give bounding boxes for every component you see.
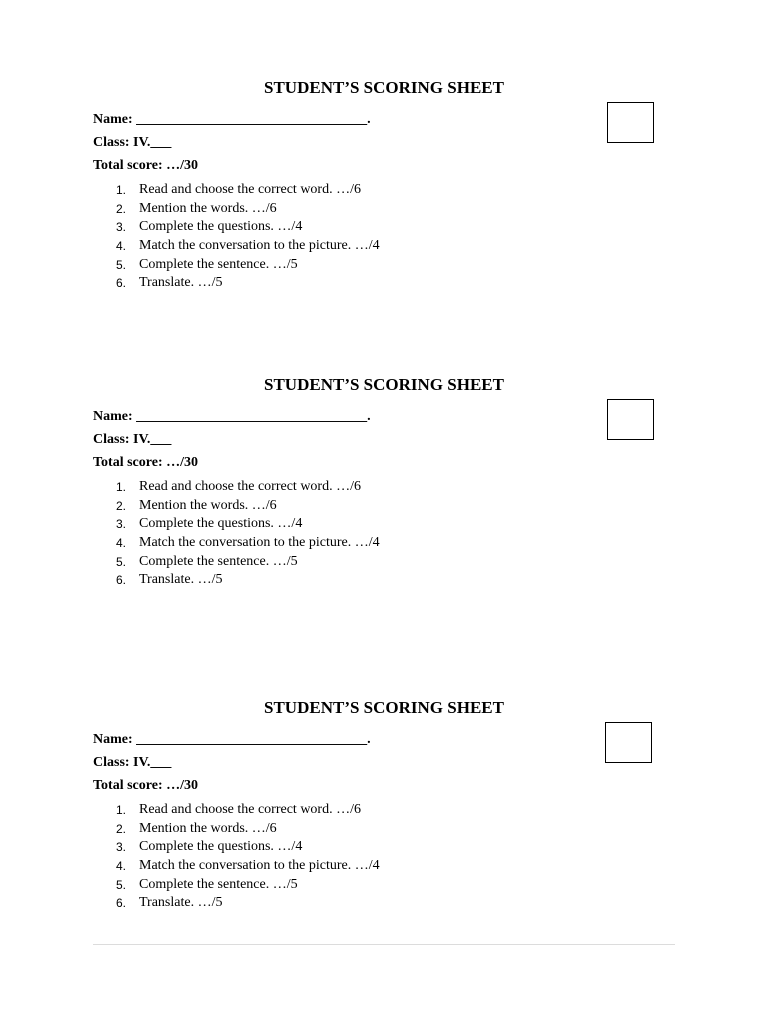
item-number: 4.	[116, 859, 127, 874]
item-number: 6.	[116, 276, 127, 291]
item-text: Read and choose the correct word. …/6	[139, 802, 361, 817]
total-score: Total score: …/30	[93, 455, 198, 470]
item-text: Complete the questions. …/4	[139, 839, 303, 855]
item-number: 1.	[116, 480, 127, 494]
item-number: 3.	[116, 220, 127, 235]
item-number: 5.	[116, 554, 127, 569]
name-field: Name: _________________________________.	[93, 112, 371, 127]
score-box	[607, 399, 654, 440]
item-text: Match the conversation to the picture. …/4	[139, 238, 380, 254]
item-number: 1.	[116, 183, 127, 197]
total-score: Total score: …/30	[93, 158, 198, 173]
item-text: Mention the words. …/6	[139, 820, 277, 836]
item-number: 5.	[116, 877, 127, 892]
item-text: Complete the sentence. …/5	[139, 876, 298, 892]
item-number: 4.	[116, 239, 127, 254]
class-field: Class: IV.___	[93, 755, 172, 770]
name-field: Name: _________________________________.	[93, 409, 371, 424]
item-number: 2.	[116, 821, 127, 836]
item-text: Complete the questions. …/4	[139, 219, 303, 235]
item-number: 5.	[116, 257, 127, 272]
sheet-title: STUDENT’S SCORING SHEET	[264, 78, 504, 97]
item-number: 2.	[116, 498, 127, 513]
item-text: Complete the sentence. …/5	[139, 256, 298, 272]
sheet-title: STUDENT’S SCORING SHEET	[264, 698, 504, 717]
page-divider	[93, 944, 675, 945]
item-number: 3.	[116, 840, 127, 855]
item-text: Complete the sentence. …/5	[139, 553, 298, 569]
item-text: Read and choose the correct word. …/6	[139, 182, 361, 197]
item-number: 6.	[116, 573, 127, 588]
item-number: 2.	[116, 201, 127, 216]
item-text: Match the conversation to the picture. …/4	[139, 535, 380, 551]
item-text: Match the conversation to the picture. …/4	[139, 858, 380, 874]
item-text: Read and choose the correct word. …/6	[139, 479, 361, 494]
item-text: Mention the words. …/6	[139, 200, 277, 216]
score-box	[605, 722, 652, 763]
item-number: 3.	[116, 517, 127, 532]
item-text: Translate. …/5	[139, 895, 223, 911]
item-text: Mention the words. …/6	[139, 497, 277, 513]
name-field: Name: _________________________________.	[93, 732, 371, 747]
sheet-title: STUDENT’S SCORING SHEET	[264, 375, 504, 394]
item-number: 1.	[116, 803, 127, 817]
item-number: 6.	[116, 896, 127, 911]
item-text: Complete the questions. …/4	[139, 516, 303, 532]
class-field: Class: IV.___	[93, 135, 172, 150]
total-score: Total score: …/30	[93, 778, 198, 793]
class-field: Class: IV.___	[93, 432, 172, 447]
item-text: Translate. …/5	[139, 275, 223, 291]
score-box	[607, 102, 654, 143]
item-text: Translate. …/5	[139, 572, 223, 588]
item-number: 4.	[116, 536, 127, 551]
